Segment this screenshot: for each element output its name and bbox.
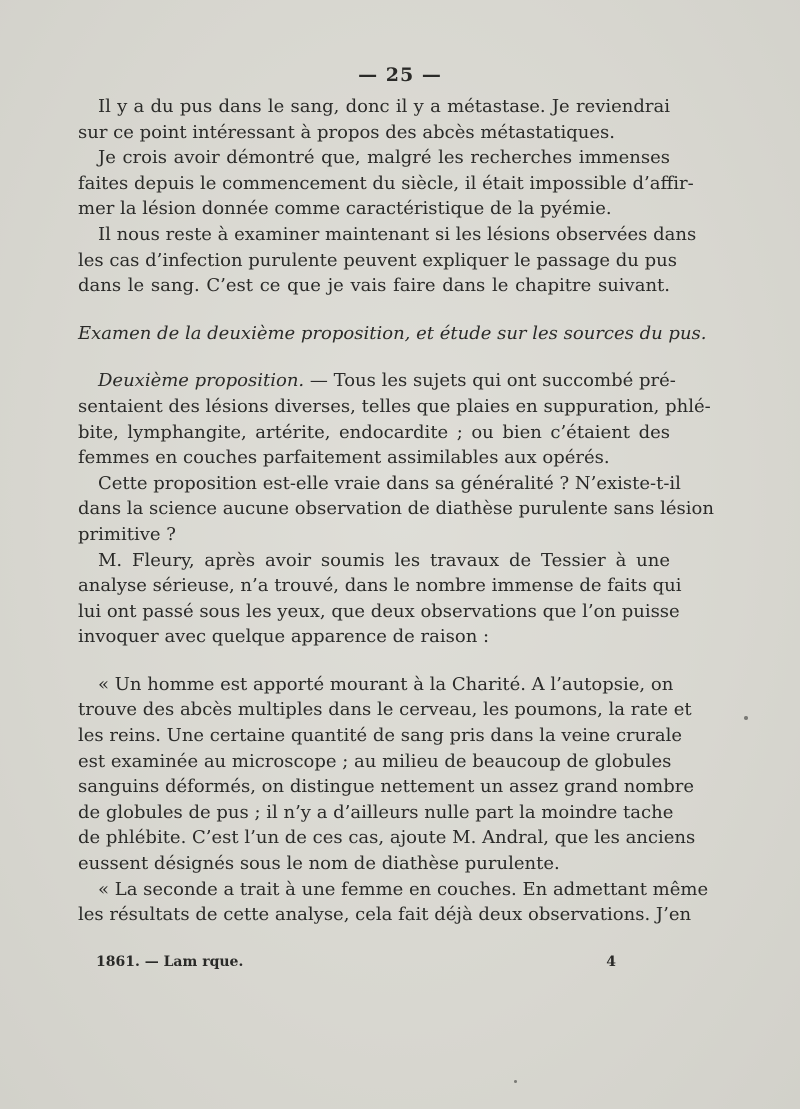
text-line: bite, lymphangite, artérite, endocardite ; ou bien c’étaient des [78, 421, 670, 443]
text-span: — Tous les sujets qui ont succombé pré- [304, 370, 676, 392]
text-line: sentaient des lésions diverses, telles que plaies en suppuration, phlé- [78, 395, 711, 417]
text-line: femmes en couches parfaitement assimilables aux opérés. [78, 447, 610, 469]
paper-speck [744, 716, 748, 720]
paragraph [78, 222, 697, 299]
footer-signature: 1861. — Lam rque. [96, 954, 244, 970]
text-line: les résultats de cette analyse, cela fait déjà deux observations. J’en [78, 904, 692, 926]
page-number: — 25 — [358, 64, 442, 86]
text-line: Cette proposition est-elle vraie dans sa généralité ? N’existe-t-il [98, 472, 681, 494]
quote-paragraph [78, 877, 709, 928]
text-line: trouve des abcès multiples dans le cerveau, les poumons, la rate et [78, 699, 692, 721]
text-line: faites depuis le commencement du siècle, il était impossible d’affir- [78, 172, 694, 194]
text-line: « Un homme est apporté mourant à la Charité. A l’autopsie, on [98, 673, 674, 695]
spacer [78, 650, 670, 672]
signature-footer [96, 954, 616, 970]
paper-speck [514, 1080, 517, 1083]
text-line: lui ont passé sous les yeux, que deux observations que l’on puisse [78, 600, 680, 622]
text-line: mer la lésion donnée comme caractéristique de la pyémie. [78, 198, 612, 220]
text-line: dans le sang. C’est ce que je vais faire dans le chapitre suivant. [78, 275, 670, 297]
text-line: de phlébite. C’est l’un de ces cas, ajoute M. Andral, que les anciens [78, 827, 696, 849]
spacer [78, 346, 670, 368]
run-in-heading: Deuxième proposition. [98, 370, 305, 392]
paragraph [78, 94, 670, 145]
text-line: Il y a du pus dans le sang, donc il y a métastase. Je reviendrai [98, 96, 670, 117]
text-line: les cas d’infection purulente peuvent expliquer le passage du pus [78, 249, 677, 271]
text-line: sur ce point intéressant à propos des abcès métastatiques. [78, 121, 615, 143]
paragraph [78, 368, 711, 470]
quote-paragraph [78, 672, 696, 877]
body-text [78, 94, 714, 928]
text-line: analyse sérieuse, n’a trouvé, dans le nombre immense de faits qui [78, 575, 682, 597]
text-line: les reins. Une certaine quantité de sang pris dans la veine crurale [78, 725, 682, 747]
text-line: Je crois avoir démontré que, malgré les recherches immenses [98, 147, 670, 169]
paragraph [78, 548, 682, 650]
text-line: « La seconde a trait à une femme en couches. En admettant même [98, 878, 709, 900]
sheet-number: 4 [606, 954, 616, 970]
text-line: primitive ? [78, 523, 176, 545]
text-line: M. Fleury, après avoir soumis les travaux de Tessier à une [98, 549, 670, 571]
text-line: est examinée au microscope ; au milieu de beaucoup de globules [78, 750, 672, 772]
paragraph [78, 471, 714, 548]
text-line [78, 368, 676, 394]
text-line: eussent désignés sous le nom de diathèse purulente. [78, 853, 560, 875]
text-line: de globules de pus ; il n’y a d’ailleurs nulle part la moindre tache [78, 801, 674, 823]
spacer [78, 299, 670, 321]
text-line: Il nous reste à examiner maintenant si les lésions observées dans [98, 223, 697, 245]
section-heading: Examen de la deuxième proposition, et étude sur les sources du pus. [78, 322, 707, 344]
text-line: sanguins déformés, on distingue nettement un assez grand nombre [78, 776, 694, 798]
paragraph [78, 145, 694, 222]
text-line: invoquer avec quelque apparence de raison : [78, 626, 490, 648]
text-line: dans la science aucune observation de diathèse purulente sans lésion [78, 498, 714, 520]
